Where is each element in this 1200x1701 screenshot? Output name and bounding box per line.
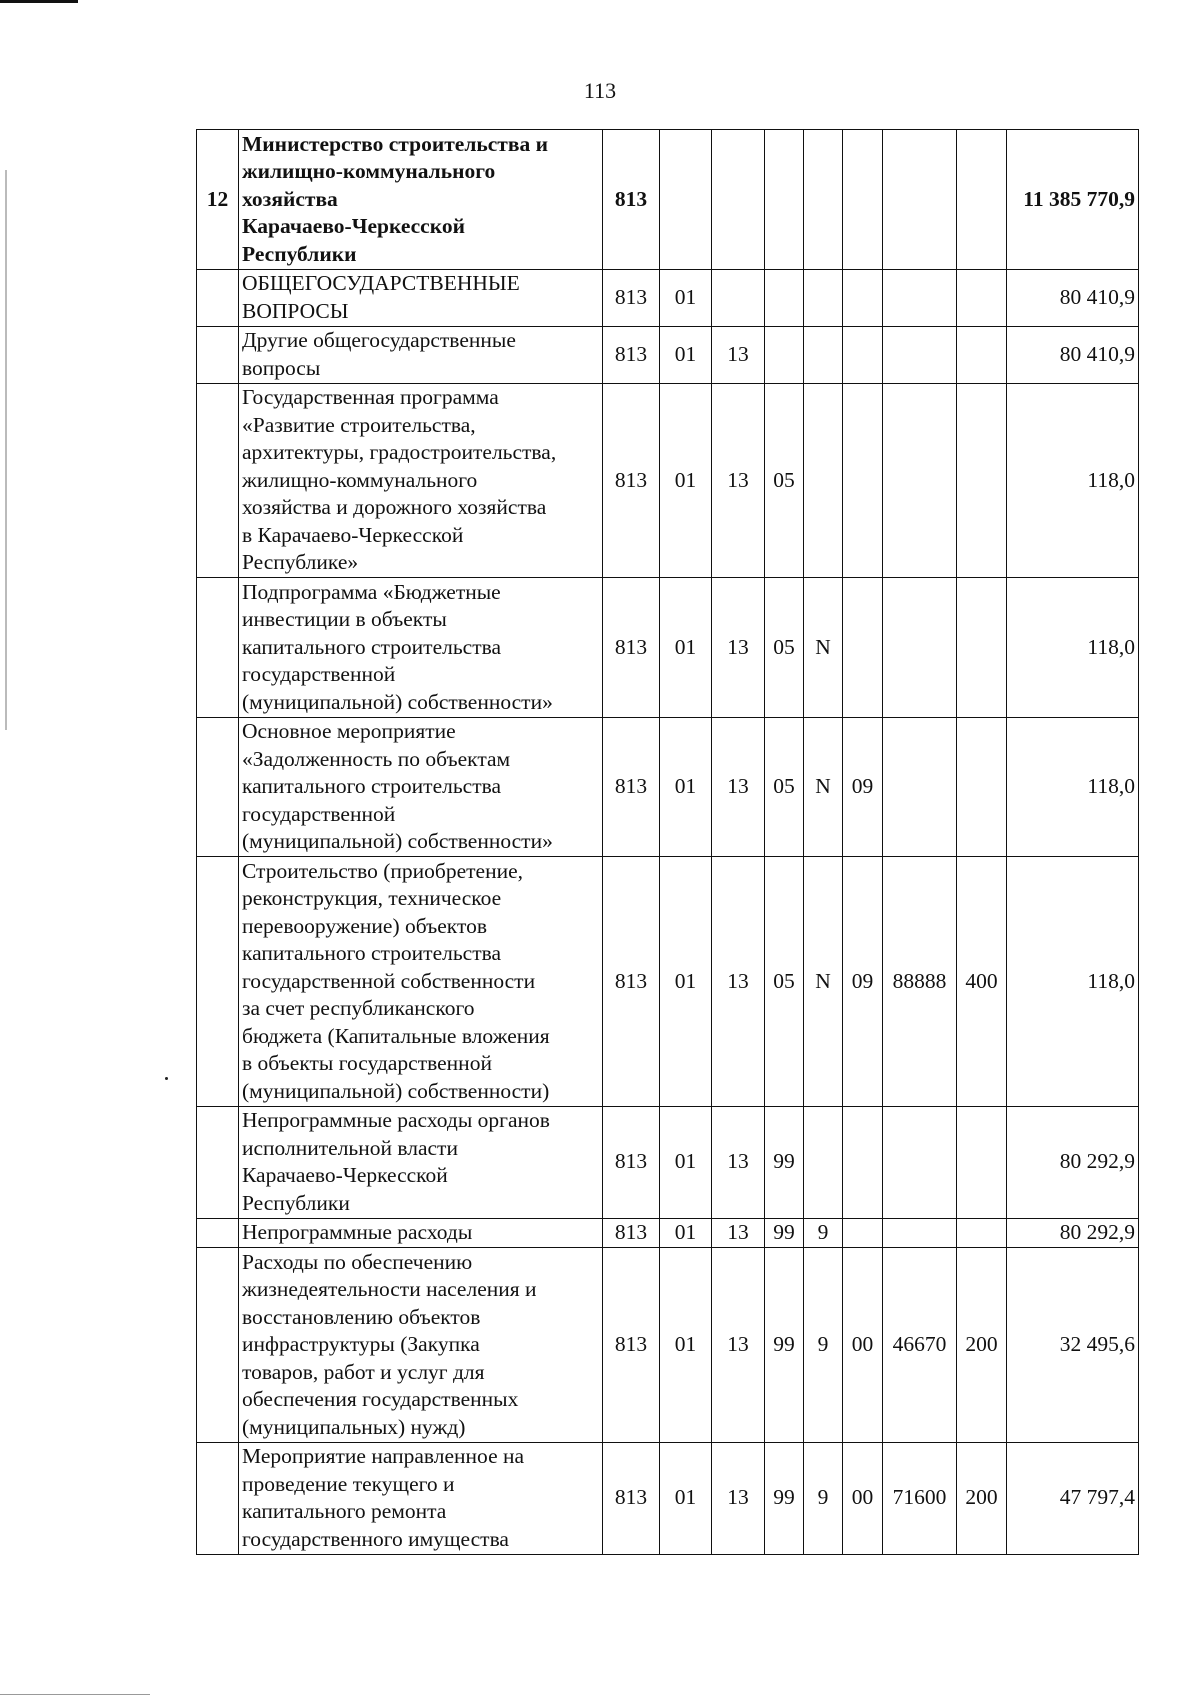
table-body (197, 130, 1139, 1555)
ministry-code: 813 (603, 717, 660, 857)
subprogram-code (804, 383, 843, 578)
subsection-code: 13 (712, 1442, 765, 1554)
description-line: государственного имущества (242, 1526, 509, 1551)
expense-code (883, 1106, 957, 1218)
section-code: 01 (660, 383, 712, 578)
amount: 47 797,4 (1007, 1442, 1139, 1554)
table-row (197, 578, 1139, 718)
expense-type-code: 400 (957, 857, 1007, 1107)
description-line: перевооружение) объектов (242, 913, 487, 938)
description-line: обеспечения государственных (242, 1387, 519, 1411)
description-line: капитального ремонта (242, 1499, 447, 1523)
row-description (239, 383, 603, 578)
description-line: ВОПРОСЫ (242, 298, 349, 323)
row-description (239, 578, 603, 718)
subsection-code: 13 (712, 717, 765, 857)
description-line: проведение текущего и (242, 1471, 455, 1496)
description-line: за счет республиканского (242, 996, 475, 1020)
subsection-code (712, 269, 765, 326)
table-row (197, 326, 1139, 383)
description-line: Республики (242, 1190, 350, 1215)
description-line: исполнительной власти (242, 1135, 458, 1160)
activity-code: 09 (843, 857, 883, 1107)
table-row (197, 269, 1139, 326)
expense-type-code (957, 578, 1007, 718)
expense-type-code (957, 269, 1007, 326)
subprogram-code (804, 1106, 843, 1218)
subsection-code: 13 (712, 1218, 765, 1248)
description-line: (муниципальной) собственности) (242, 1078, 550, 1103)
table-row (197, 1218, 1139, 1248)
activity-code: 00 (843, 1442, 883, 1554)
program-code: 05 (765, 578, 804, 718)
table-row (197, 1106, 1139, 1218)
activity-code (843, 578, 883, 718)
description-line: архитектуры, градостроительства, (242, 440, 557, 464)
row-description (239, 1218, 603, 1248)
description-line: «Задолженность по объектам (242, 746, 511, 771)
row-description (239, 857, 603, 1107)
expense-code (883, 383, 957, 578)
scan-speck (165, 1077, 168, 1080)
amount: 32 495,6 (1007, 1248, 1139, 1443)
expense-type-code (957, 383, 1007, 578)
row-number (197, 717, 239, 857)
program-code: 99 (765, 1248, 804, 1443)
subsection-code (712, 130, 765, 270)
ministry-code: 813 (603, 130, 660, 270)
section-code (660, 130, 712, 270)
activity-code: 09 (843, 717, 883, 857)
activity-code (843, 1218, 883, 1248)
description-line: Основное мероприятие (242, 719, 456, 743)
subprogram-code: N (804, 857, 843, 1107)
description-line: Республике» (242, 550, 359, 574)
activity-code (843, 130, 883, 270)
description-line: бюджета (Капитальные вложения (242, 1023, 550, 1048)
description-line: государственной (242, 662, 396, 686)
row-number (197, 269, 239, 326)
description-line: жилищно-коммунального (242, 159, 496, 183)
section-code: 01 (660, 1442, 712, 1554)
description-line: инфраструктуры (Закупка (242, 1332, 480, 1356)
ministry-code: 813 (603, 1248, 660, 1443)
expense-code (883, 1218, 957, 1248)
description-line: Другие общегосударственные (242, 328, 516, 352)
description-line: (муниципальной) собственности» (242, 829, 553, 853)
program-code: 99 (765, 1218, 804, 1248)
description-line: Непрограммные расходы органов (242, 1108, 550, 1132)
amount: 80 292,9 (1007, 1218, 1139, 1248)
description-line: вопросы (242, 355, 321, 380)
subprogram-code: 9 (804, 1442, 843, 1554)
description-line: Непрограммные расходы (242, 1220, 473, 1244)
section-code: 01 (660, 1248, 712, 1443)
amount: 80 410,9 (1007, 269, 1139, 326)
description-line: государственной собственности (242, 968, 536, 993)
table-row (197, 1248, 1139, 1443)
description-line: капитального строительства (242, 774, 502, 798)
subsection-code: 13 (712, 1248, 765, 1443)
program-code: 05 (765, 857, 804, 1107)
program-code (765, 326, 804, 383)
subprogram-code (804, 130, 843, 270)
description-line: капитального строительства (242, 634, 502, 659)
description-line: Государственная программа (242, 385, 499, 409)
expense-code: 88888 (883, 857, 957, 1107)
budget-table (196, 129, 1139, 1555)
expense-code (883, 326, 957, 383)
amount: 80 292,9 (1007, 1106, 1139, 1218)
row-number (197, 383, 239, 578)
ministry-code: 813 (603, 383, 660, 578)
row-number: 12 (197, 130, 239, 270)
section-code: 01 (660, 1218, 712, 1248)
subsection-code: 13 (712, 383, 765, 578)
description-line: ОБЩЕГОСУДАРСТВЕННЫЕ (242, 271, 520, 295)
activity-code (843, 326, 883, 383)
program-code: 05 (765, 383, 804, 578)
amount: 80 410,9 (1007, 326, 1139, 383)
description-line: государственной (242, 801, 396, 826)
amount: 11 385 770,9 (1007, 130, 1139, 270)
row-description (239, 326, 603, 383)
activity-code (843, 1106, 883, 1218)
row-number (197, 578, 239, 718)
ministry-code: 813 (603, 1442, 660, 1554)
row-description (239, 1106, 603, 1218)
description-line: Министерство строительства и (242, 131, 548, 156)
ministry-code: 813 (603, 1218, 660, 1248)
description-line: Республики (242, 241, 357, 266)
row-description (239, 1248, 603, 1443)
expense-type-code: 200 (957, 1248, 1007, 1443)
activity-code (843, 383, 883, 578)
row-number (197, 857, 239, 1107)
amount: 118,0 (1007, 383, 1139, 578)
section-code: 01 (660, 326, 712, 383)
program-code (765, 269, 804, 326)
program-code: 99 (765, 1442, 804, 1554)
table-row (197, 1442, 1139, 1554)
description-line: Карачаево-Черкесской (242, 214, 465, 238)
description-line: в объекты государственной (242, 1051, 492, 1075)
expense-code (883, 269, 957, 326)
subprogram-code (804, 326, 843, 383)
activity-code (843, 269, 883, 326)
scan-corner-mark (0, 0, 78, 3)
expense-code (883, 717, 957, 857)
description-line: хозяйства и дорожного хозяйства (242, 495, 547, 519)
table-row (197, 130, 1139, 270)
description-line: (муниципальной) собственности» (242, 689, 553, 714)
scan-bottom-edge (0, 1694, 150, 1695)
ministry-code: 813 (603, 326, 660, 383)
description-line: «Развитие строительства, (242, 412, 476, 437)
description-line: инвестиции в объекты (242, 607, 447, 631)
subprogram-code (804, 269, 843, 326)
table-row (197, 857, 1139, 1107)
description-line: (муниципальных) нужд) (242, 1414, 466, 1439)
ministry-code: 813 (603, 578, 660, 718)
scan-left-edge (5, 170, 7, 730)
description-line: жилищно-коммунального (242, 467, 478, 492)
description-line: Строительство (приобретение, (242, 858, 524, 883)
amount: 118,0 (1007, 857, 1139, 1107)
expense-code: 71600 (883, 1442, 957, 1554)
description-line: реконструкция, техническое (242, 886, 502, 910)
row-number (197, 1442, 239, 1554)
row-number (197, 1218, 239, 1248)
ministry-code: 813 (603, 857, 660, 1107)
ministry-code: 813 (603, 1106, 660, 1218)
section-code: 01 (660, 578, 712, 718)
subsection-code: 13 (712, 857, 765, 1107)
row-number (197, 326, 239, 383)
subprogram-code: 9 (804, 1218, 843, 1248)
row-description (239, 130, 603, 270)
expense-type-code (957, 130, 1007, 270)
subsection-code: 13 (712, 326, 765, 383)
table-row (197, 383, 1139, 578)
expense-code: 46670 (883, 1248, 957, 1443)
section-code: 01 (660, 857, 712, 1107)
row-description (239, 1442, 603, 1554)
description-line: Подпрограмма «Бюджетные (242, 579, 501, 604)
section-code: 01 (660, 717, 712, 857)
subprogram-code: N (804, 717, 843, 857)
expense-type-code (957, 326, 1007, 383)
expense-type-code (957, 1218, 1007, 1248)
row-number (197, 1106, 239, 1218)
expense-type-code: 200 (957, 1442, 1007, 1554)
description-line: Расходы по обеспечению (242, 1249, 473, 1274)
subsection-code: 13 (712, 578, 765, 718)
description-line: товаров, работ и услуг для (242, 1359, 485, 1384)
table-row (197, 717, 1139, 857)
row-number (197, 1248, 239, 1443)
description-line: капитального строительства (242, 941, 502, 965)
description-line: Карачаево-Черкесской (242, 1163, 448, 1187)
activity-code: 00 (843, 1248, 883, 1443)
row-description (239, 717, 603, 857)
ministry-code: 813 (603, 269, 660, 326)
subsection-code: 13 (712, 1106, 765, 1218)
expense-code (883, 578, 957, 718)
expense-code (883, 130, 957, 270)
amount: 118,0 (1007, 578, 1139, 718)
section-code: 01 (660, 269, 712, 326)
description-line: Мероприятие направленное на (242, 1444, 525, 1468)
subprogram-code: N (804, 578, 843, 718)
description-line: хозяйства (242, 186, 338, 211)
program-code: 05 (765, 717, 804, 857)
description-line: восстановлению объектов (242, 1304, 481, 1329)
description-line: в Карачаево-Черкесской (242, 522, 464, 547)
row-description (239, 269, 603, 326)
description-line: жизнедеятельности населения и (242, 1277, 537, 1301)
expense-type-code (957, 717, 1007, 857)
page-number: 113 (583, 78, 617, 103)
expense-type-code (957, 1106, 1007, 1218)
section-code: 01 (660, 1106, 712, 1218)
program-code: 99 (765, 1106, 804, 1218)
amount: 118,0 (1007, 717, 1139, 857)
program-code (765, 130, 804, 270)
subprogram-code: 9 (804, 1248, 843, 1443)
